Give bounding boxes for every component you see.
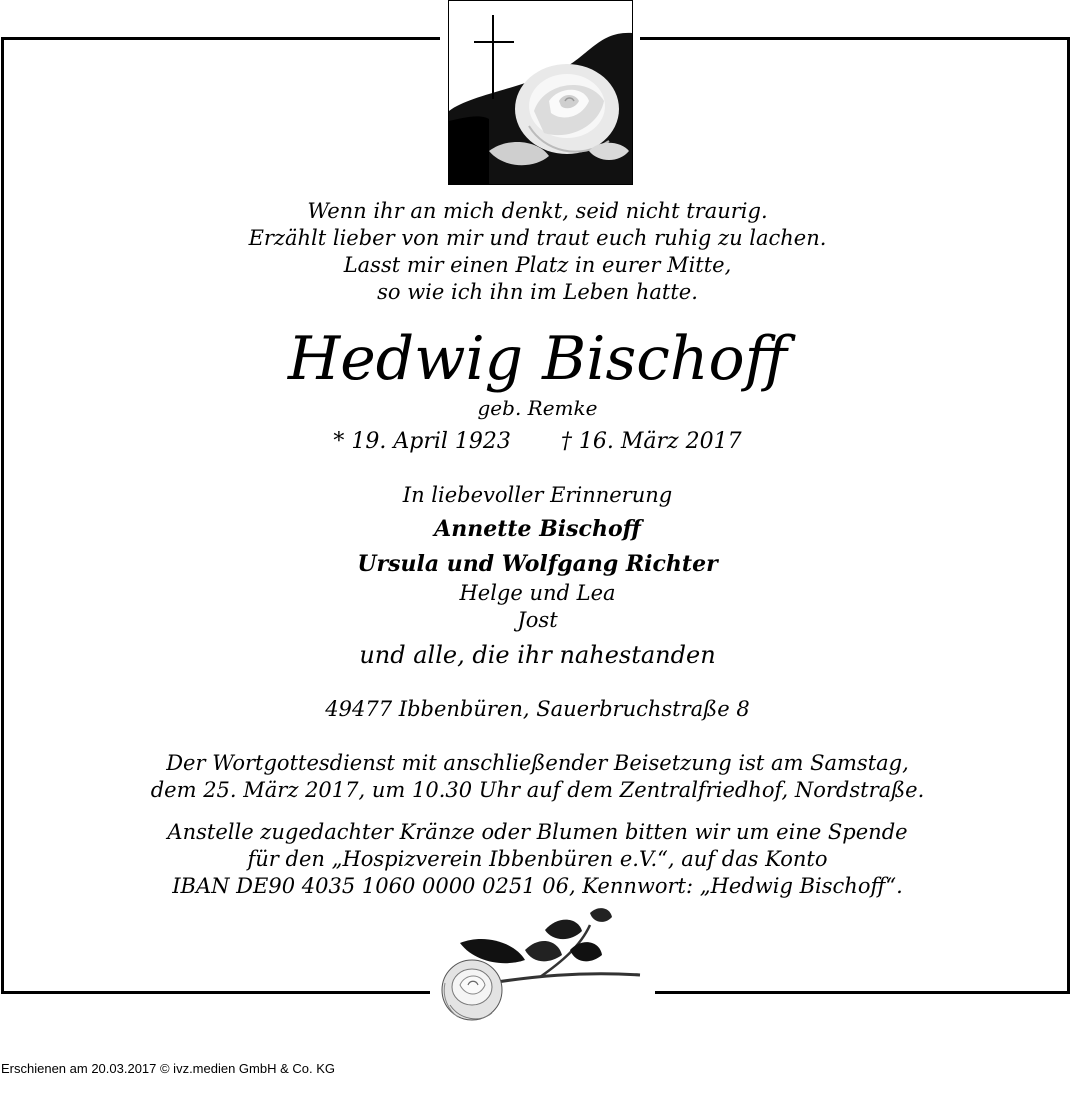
mourners-closing: und alle, die ihr nahestanden: [359, 641, 716, 669]
life-dates: [0, 428, 1075, 456]
publication-footer: Erschienen am 20.03.2017 © ivz.medien GmbH & Co. KG: [1, 1061, 336, 1076]
poem-line-3: Lasst mir einen Platz in eurer Mitte,: [343, 253, 732, 277]
poem-line-4: so wie ich ihn im Leben hatte.: [377, 280, 698, 304]
poem-line-1: Wenn ihr an mich denkt, seid nicht traurig.: [307, 199, 768, 223]
mourner-name-4: Jost: [517, 608, 558, 632]
birth-date: * 19. April 1923: [333, 429, 511, 454]
cross-and-rose-image: [448, 0, 633, 185]
service-line-1: Der Wortgottesdienst mit anschließender Beisetzung ist am Samstag,: [166, 751, 909, 775]
death-date: † 16. März 2017: [560, 429, 742, 454]
service-line-2: dem 25. März 2017, um 10.30 Uhr auf dem Zentralfriedhof, Nordstraße.: [150, 778, 925, 802]
donation-line-2: für den „Hospizverein Ibbenbüren e.V.“, auf das Konto: [247, 847, 828, 871]
poem-line-2: Erzählt lieber von mir und traut euch ruhig zu lachen.: [248, 226, 827, 250]
donation-line-3: IBAN DE90 4035 1060 0000 0251 06, Kennwort: „Hedwig Bischoff“.: [172, 874, 903, 898]
mourner-name-3: Helge und Lea: [459, 581, 616, 605]
rose-branch-image: [430, 905, 655, 1030]
remembrance-intro: In liebevoller Erinnerung: [402, 483, 673, 507]
donation-line-1: Anstelle zugedachter Kränze oder Blumen bitten wir um eine Spende: [167, 820, 908, 844]
mourner-name-1: Annette Bischoff: [434, 516, 641, 542]
rose-icon: [430, 905, 655, 1030]
deceased-name: Hedwig Bischoff: [287, 324, 788, 394]
cross-rose-icon: [449, 1, 632, 184]
address: 49477 Ibbenbüren, Sauerbruchstraße 8: [325, 697, 750, 721]
maiden-name: geb. Remke: [477, 396, 598, 420]
mourner-name-2: Ursula und Wolfgang Richter: [357, 551, 718, 577]
